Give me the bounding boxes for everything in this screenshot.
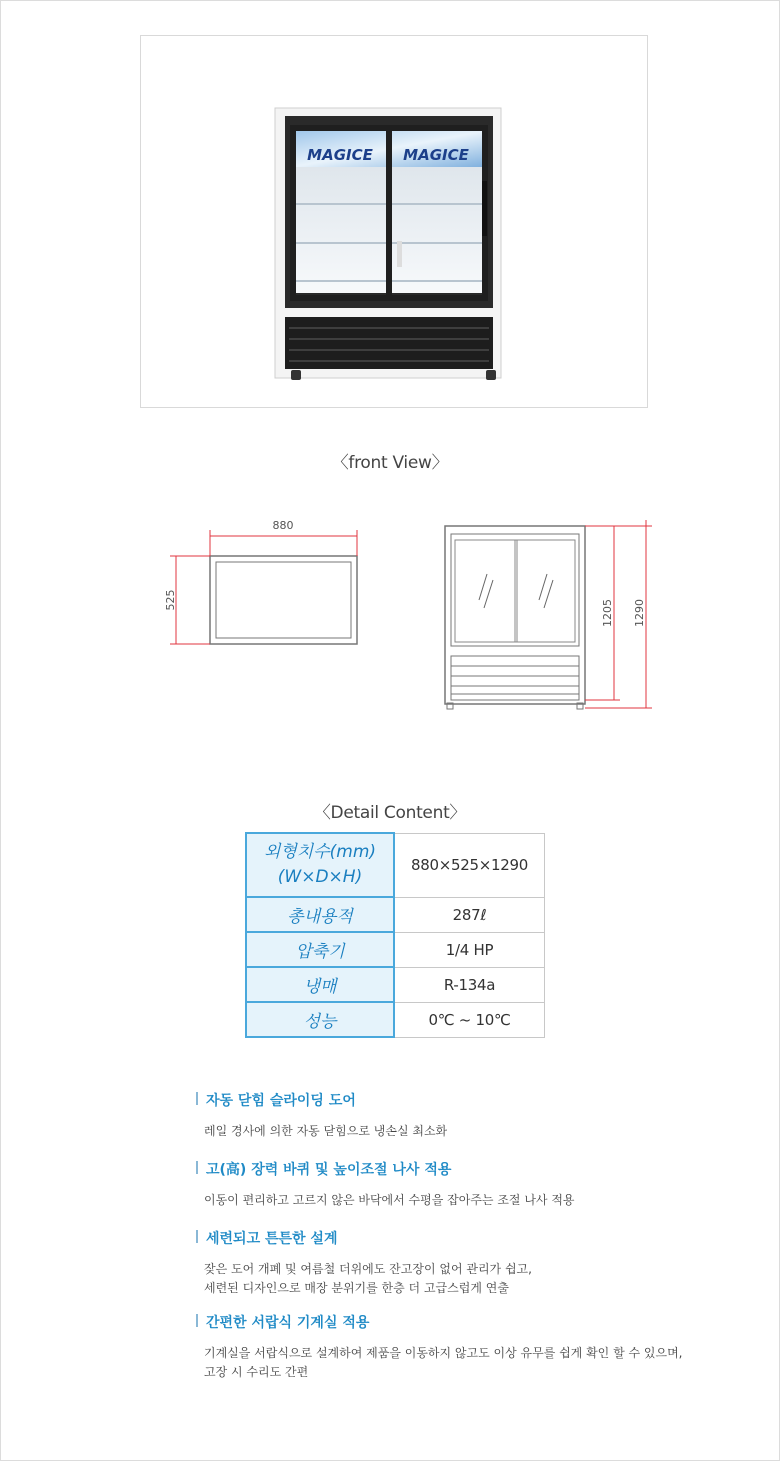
spec-value-capacity: 287ℓ	[394, 897, 545, 932]
feature-title: 고(高) 장력 바퀴 및 높이조절 나사 적용	[196, 1159, 756, 1179]
feature-title: 세련되고 튼튼한 설계	[196, 1228, 756, 1248]
table-row	[246, 967, 545, 1002]
feature-title: 자동 닫힘 슬라이딩 도어	[196, 1090, 756, 1110]
spec-key-refrigerant: 냉매	[246, 967, 394, 1002]
feature-robust-design	[196, 1228, 756, 1298]
brand-logo-left: MAGICE	[307, 146, 373, 164]
spec-value-compressor: 1/4 HP	[394, 932, 545, 967]
spec-value-performance: 0℃ ~ 10℃	[394, 1002, 545, 1037]
spec-key-line2: (W×D×H)	[277, 867, 363, 887]
table-row	[246, 1002, 545, 1037]
table-row	[246, 897, 545, 932]
spec-value-refrigerant: R-134a	[394, 967, 545, 1002]
total-height-dimension: 1290	[633, 599, 646, 627]
front-elevation-drawing	[445, 520, 652, 709]
spec-key-performance: 성능	[246, 1002, 394, 1037]
spec-table	[245, 832, 545, 1038]
detail-content-caption: 〈Detail Content〉	[313, 803, 467, 823]
product-photo-frame	[140, 35, 648, 408]
inner-height-dimension: 1205	[601, 599, 614, 627]
spec-key-dimensions	[246, 833, 394, 897]
feature-description-line: 고장 시 수리도 간편	[204, 1365, 309, 1379]
product-photo	[141, 36, 647, 407]
top-view-drawing	[164, 519, 357, 644]
spec-value-dimensions: 880×525×1290	[394, 833, 545, 897]
spec-key-line1: 외형치수(mm)	[263, 842, 377, 862]
spec-key-capacity: 총내용적	[246, 897, 394, 932]
feature-title: 간편한 서랍식 기계실 적용	[196, 1312, 756, 1332]
feature-drawer-machine-room	[196, 1312, 756, 1382]
feature-description	[196, 1344, 756, 1382]
feature-description	[196, 1122, 756, 1141]
feature-description-line: 세련된 디자인으로 매장 분위기를 한층 더 고급스럽게 연출	[204, 1281, 509, 1295]
table-row	[246, 932, 545, 967]
width-dimension: 880	[272, 519, 294, 532]
depth-dimension: 525	[164, 589, 177, 611]
feature-description	[196, 1260, 756, 1298]
feature-description-line: 기계실을 서랍식으로 설계하여 제품을 이동하지 않고도 이상 유무를 쉽게 확인 할 수 있으며,	[204, 1346, 683, 1360]
spec-key-compressor: 압축기	[246, 932, 394, 967]
feature-description	[196, 1191, 756, 1210]
dimension-drawing	[0, 500, 780, 730]
brand-logo-right: MAGICE	[403, 146, 469, 164]
feature-casters-leveling	[196, 1159, 756, 1210]
feature-description-line: 이동이 편리하고 고르지 않은 바닥에서 수평을 잡아주는 조절 나사 적용	[204, 1193, 575, 1207]
feature-description-line: 레일 경사에 의한 자동 닫힘으로 냉손실 최소화	[204, 1124, 448, 1138]
table-row	[246, 833, 545, 897]
front-view-caption: 〈front View〉	[331, 453, 449, 473]
feature-auto-closing-door	[196, 1090, 756, 1141]
feature-description-line: 잦은 도어 개폐 및 여름철 더위에도 잔고장이 없어 관리가 쉽고,	[204, 1262, 532, 1276]
